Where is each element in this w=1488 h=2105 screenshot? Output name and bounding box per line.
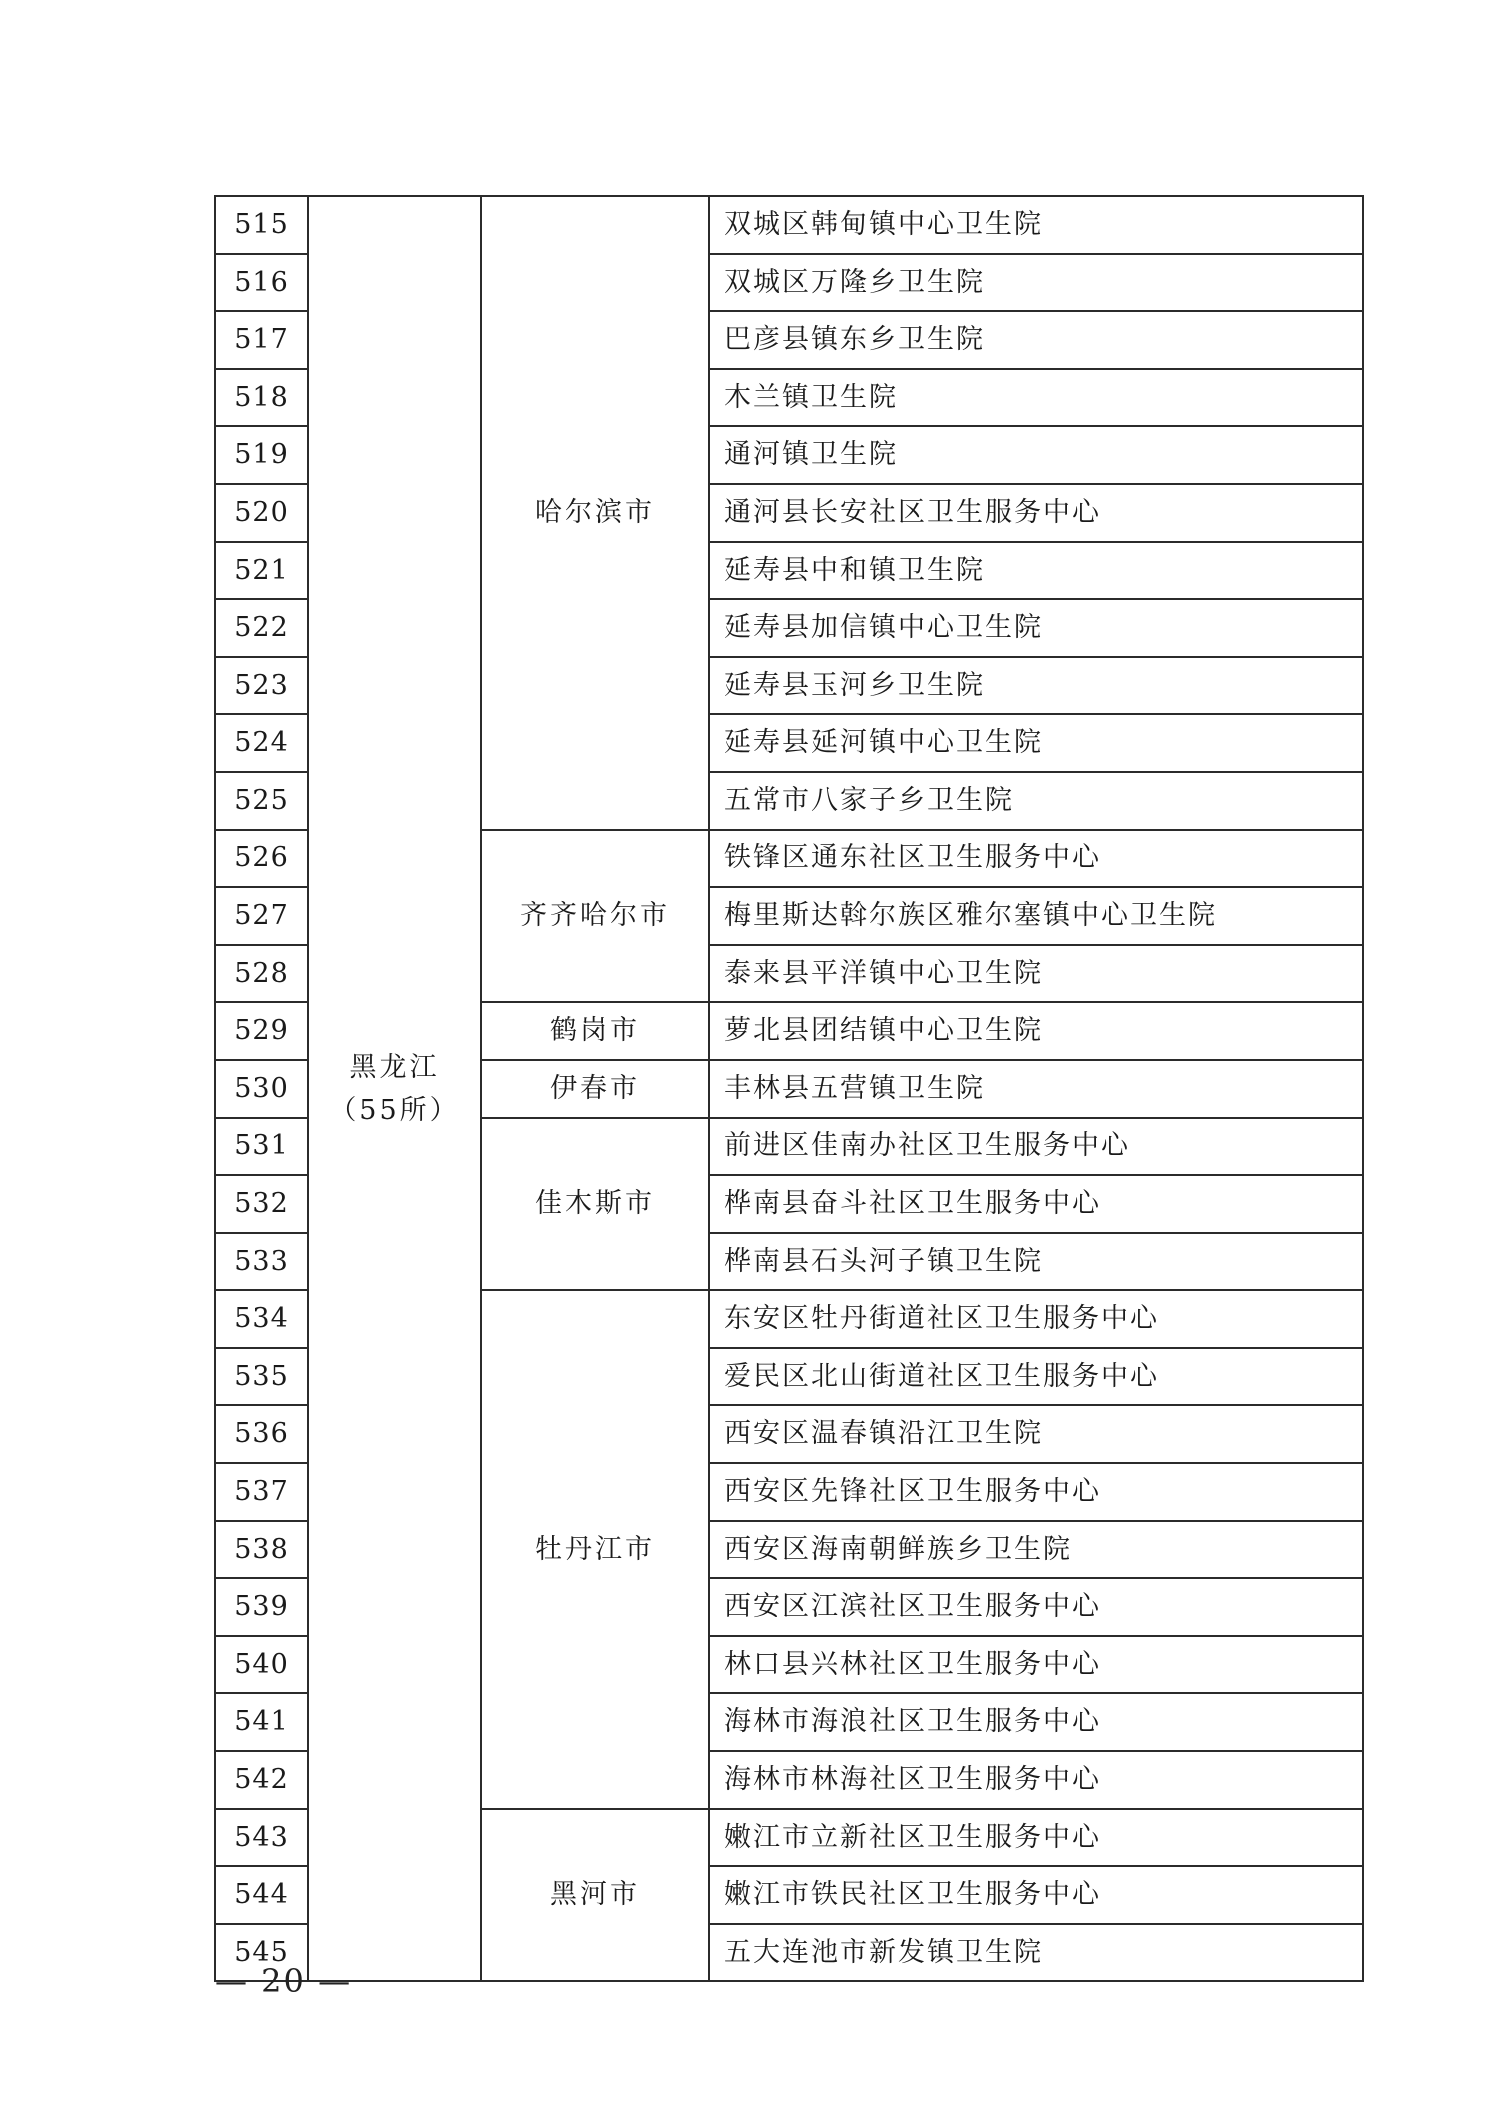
institution-table-container	[214, 195, 1364, 1982]
institution-name: 五大连池市新发镇卫生院	[709, 1924, 1363, 1982]
row-number: 515	[215, 196, 308, 254]
row-number: 521	[215, 542, 308, 600]
institution-name: 通河县长安社区卫生服务中心	[709, 484, 1363, 542]
row-number: 516	[215, 254, 308, 312]
institution-name: 西安区江滨社区卫生服务中心	[709, 1578, 1363, 1636]
institution-name: 丰林县五营镇卫生院	[709, 1060, 1363, 1118]
institution-name: 木兰镇卫生院	[709, 369, 1363, 427]
institution-name: 萝北县团结镇中心卫生院	[709, 1002, 1363, 1060]
city-cell: 齐齐哈尔市	[481, 830, 709, 1003]
institution-name: 双城区万隆乡卫生院	[709, 254, 1363, 312]
row-number: 525	[215, 772, 308, 830]
institution-name: 嫩江市立新社区卫生服务中心	[709, 1809, 1363, 1867]
city-cell: 黑河市	[481, 1809, 709, 1982]
city-cell: 鹤岗市	[481, 1002, 709, 1060]
page-number: — 20 —	[215, 1962, 353, 2000]
institution-name: 通河镇卫生院	[709, 426, 1363, 484]
row-number: 538	[215, 1521, 308, 1579]
institution-name: 梅里斯达斡尔族区雅尔塞镇中心卫生院	[709, 887, 1363, 945]
row-number: 517	[215, 311, 308, 369]
row-number: 520	[215, 484, 308, 542]
institution-name: 铁锋区通东社区卫生服务中心	[709, 830, 1363, 888]
row-number: 539	[215, 1578, 308, 1636]
row-number: 523	[215, 657, 308, 715]
row-number: 537	[215, 1463, 308, 1521]
row-number: 518	[215, 369, 308, 427]
institution-name: 海林市林海社区卫生服务中心	[709, 1751, 1363, 1809]
row-number: 543	[215, 1809, 308, 1867]
institution-name: 五常市八家子乡卫生院	[709, 772, 1363, 830]
institution-name: 林口县兴林社区卫生服务中心	[709, 1636, 1363, 1694]
institution-name: 延寿县玉河乡卫生院	[709, 657, 1363, 715]
institution-name: 双城区韩甸镇中心卫生院	[709, 196, 1363, 254]
row-number: 535	[215, 1348, 308, 1406]
institution-name: 海林市海浪社区卫生服务中心	[709, 1693, 1363, 1751]
institution-name: 泰来县平洋镇中心卫生院	[709, 945, 1363, 1003]
row-number: 524	[215, 714, 308, 772]
row-number: 533	[215, 1233, 308, 1291]
institution-name: 延寿县延河镇中心卫生院	[709, 714, 1363, 772]
institution-name: 巴彦县镇东乡卫生院	[709, 311, 1363, 369]
province-cell	[308, 196, 481, 1981]
institution-name: 延寿县加信镇中心卫生院	[709, 599, 1363, 657]
table-row	[215, 196, 1363, 254]
city-cell: 伊春市	[481, 1060, 709, 1118]
row-number: 526	[215, 830, 308, 888]
city-cell: 哈尔滨市	[481, 196, 709, 830]
row-number: 542	[215, 1751, 308, 1809]
institution-name: 西安区海南朝鲜族乡卫生院	[709, 1521, 1363, 1579]
city-cell: 佳木斯市	[481, 1118, 709, 1291]
row-number: 532	[215, 1175, 308, 1233]
institution-name: 前进区佳南办社区卫生服务中心	[709, 1118, 1363, 1176]
row-number: 534	[215, 1290, 308, 1348]
institution-name: 东安区牡丹街道社区卫生服务中心	[709, 1290, 1363, 1348]
institution-table	[214, 195, 1364, 1982]
row-number: 529	[215, 1002, 308, 1060]
row-number: 528	[215, 945, 308, 1003]
row-number: 544	[215, 1866, 308, 1924]
row-number: 531	[215, 1118, 308, 1176]
row-number: 540	[215, 1636, 308, 1694]
institution-table-body	[215, 196, 1363, 1981]
institution-name: 嫩江市铁民社区卫生服务中心	[709, 1866, 1363, 1924]
institution-name: 西安区温春镇沿江卫生院	[709, 1405, 1363, 1463]
institution-name: 桦南县石头河子镇卫生院	[709, 1233, 1363, 1291]
province-count: （55所）	[329, 1094, 460, 1126]
province-name: 黑龙江	[349, 1051, 440, 1083]
institution-name: 爱民区北山街道社区卫生服务中心	[709, 1348, 1363, 1406]
row-number: 527	[215, 887, 308, 945]
row-number: 545	[215, 1924, 308, 1982]
institution-name: 桦南县奋斗社区卫生服务中心	[709, 1175, 1363, 1233]
row-number: 536	[215, 1405, 308, 1463]
row-number: 519	[215, 426, 308, 484]
city-cell: 牡丹江市	[481, 1290, 709, 1808]
row-number: 541	[215, 1693, 308, 1751]
institution-name: 延寿县中和镇卫生院	[709, 542, 1363, 600]
row-number: 530	[215, 1060, 308, 1118]
row-number: 522	[215, 599, 308, 657]
institution-name: 西安区先锋社区卫生服务中心	[709, 1463, 1363, 1521]
